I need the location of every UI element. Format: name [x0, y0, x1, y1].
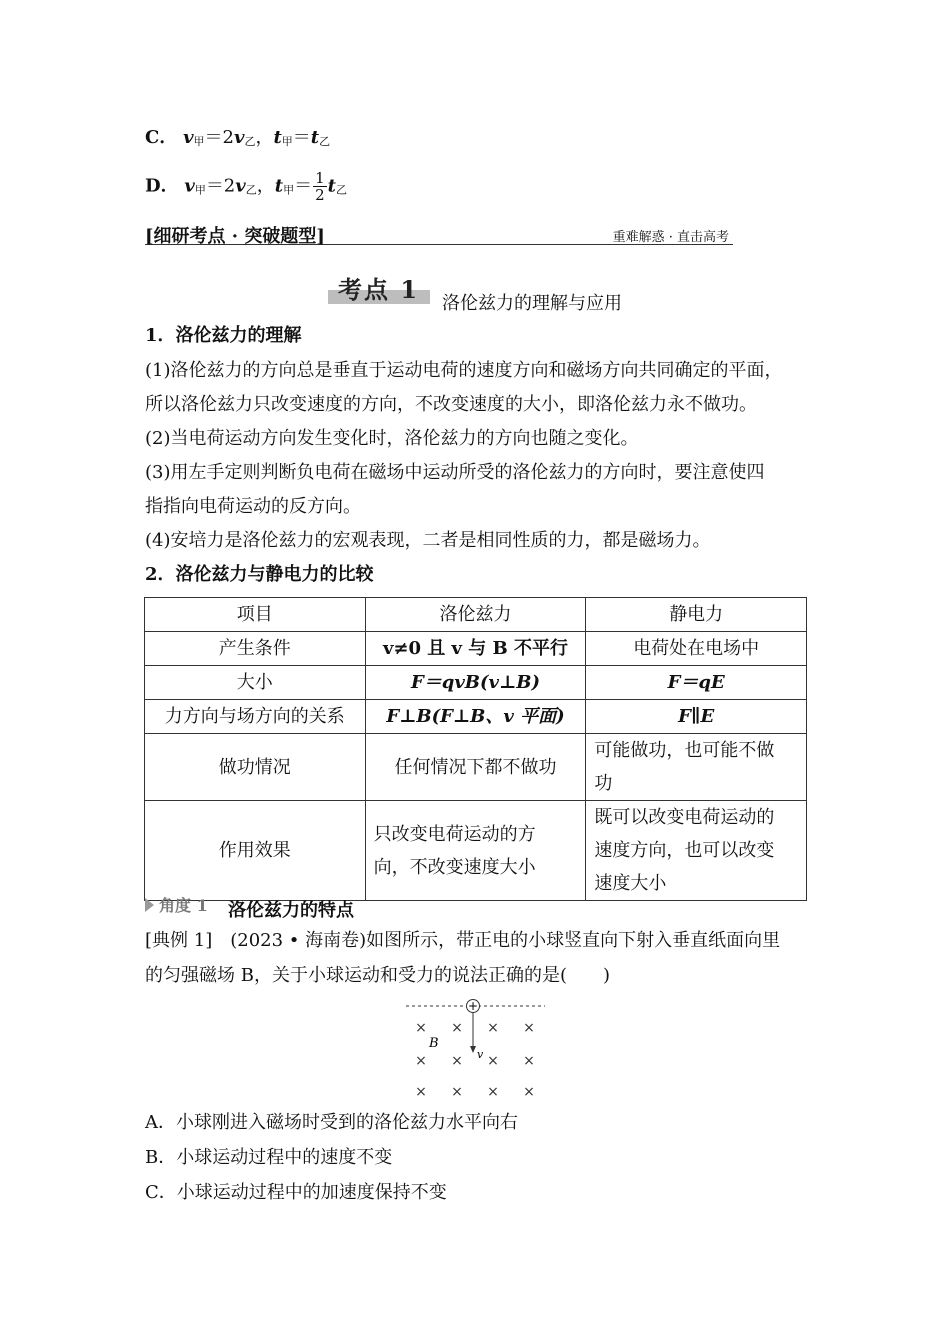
jiaodu-title: 洛伦兹力的特点 [228, 900, 354, 921]
svg-text:v: v [477, 1048, 484, 1061]
option-c-prev: C． v甲＝2v乙，t甲＝t乙 [145, 127, 331, 148]
table-row [145, 700, 807, 734]
table-cell: 电荷处在电场中 [586, 632, 807, 666]
section-subtitle: 重难解惑 · 直击高考 [612, 230, 729, 245]
table-cell: 力方向与场方向的关系 [145, 700, 366, 734]
table-cell: F⊥B(F⊥B、v 平面) [365, 700, 586, 734]
table-row [145, 801, 807, 901]
paragraph-1b: 所以洛伦兹力只改变速度的方向，不改变速度的大小，即洛伦兹力永不做功。 [145, 394, 757, 415]
option-b: B．小球运动过程中的速度不变 [145, 1147, 393, 1168]
option-d-prev: D． v甲＝2v乙，t甲＝ $\frac{1}{2}$ t乙 [145, 169, 347, 204]
svg-text:×: × [523, 1084, 535, 1100]
svg-text:×: × [415, 1053, 427, 1069]
section-title: [细研考点 · 突破题型] [145, 226, 325, 247]
table-cell: v≠0 且 v 与 B 不平行 [365, 632, 586, 666]
svg-text:×: × [451, 1053, 463, 1069]
kaodian-title: 洛伦兹力的理解与应用 [442, 293, 622, 314]
option-c: C．小球运动过程中的加速度保持不变 [145, 1182, 447, 1203]
table-row [145, 734, 807, 801]
example-line-2: 的匀强磁场 B，关于小球运动和受力的说法正确的是( ) [145, 965, 610, 986]
paragraph-3a: (3)用左手定则判断负电荷在磁场中运动所受的洛伦兹力的方向时，要注意使四 [145, 462, 765, 483]
paragraph-3b: 指指向电荷运动的反方向。 [145, 496, 361, 517]
svg-text:×: × [487, 1020, 499, 1036]
svg-text:×: × [523, 1020, 535, 1036]
table-cell: 大小 [145, 666, 366, 700]
option-a: A．小球刚进入磁场时受到的洛伦兹力水平向右 [145, 1112, 518, 1133]
table-cell: 可能做功，也可能不做 功 [586, 734, 807, 801]
document-page: C． v甲＝2v乙，t甲＝t乙 D． v甲＝2v乙，t甲＝ $\frac{1}{2}$ t乙 [细研考点 · 突破题型] 重难解惑 · 直击高考 考点 1 洛伦兹力的理解与应用 1．洛伦兹力的理解 (1)洛伦兹力的方向总是垂直于运动电荷的速度方向和磁场方向共同确定的平面， 所以洛伦兹力只改变速度的方向，不改变速度的大小，即洛伦兹力永不做功。 (2)当电荷运动方向发生变化时，洛伦兹力的方向也随之变化。 (3)用左手定则判断负电荷在磁场中运动所受的洛伦兹力的方向时，要注意使四 指指向电荷运动的反方向。 (4)安培力是洛伦兹力的宏观表现，二者是相同性质的力，都是磁场力。 2．洛伦兹力与静电力的比较 项目 洛伦兹力 静电力 产生条件 v≠0 且 v 与 B 不平行 电荷处在电场中 大小 F＝qvB(v⊥B) F＝qE 力方向与场方向的关系 F⊥B(F⊥B、v 平面) F∥E 做功情况 任何情况下都不做功 可能做功，也可能不做 功 作用效果 只改变电荷运动的方 向，不改变速度大小 既可以改变电荷运动的 速度方向，也可以改变 速度大小 角度 1 洛伦兹力的特点 [典例 1] (2023 • 海南卷)如图所示，带正电的小球竖直向下射入垂直纸面向里 的匀强磁场 B，关于小球运动和受力的说法正确的是( ) + v B × × × × × × × × × × × × A．小球刚进入磁场时受到的洛伦兹力水平向右 B．小球运动过程中的速度不变 C．小球运动过程中的加速度保持不变 [0, 0, 950, 1344]
heading-2: 2．洛伦兹力与静电力的比较 [145, 564, 374, 585]
svg-text:+: + [467, 999, 479, 1013]
table-cell: 作用效果 [145, 801, 366, 901]
kaodian-badge: 考点 1 [328, 270, 430, 306]
table-cell: F＝qvB(v⊥B) [365, 666, 586, 700]
section-header [145, 222, 733, 245]
table-header-row [145, 598, 807, 632]
table-cell: 做功情况 [145, 734, 366, 801]
paragraph-2: (2)当电荷运动方向发生变化时，洛伦兹力的方向也随之变化。 [145, 428, 639, 449]
svg-text:×: × [487, 1053, 499, 1069]
table-cell: 只改变电荷运动的方 向，不改变速度大小 [365, 801, 586, 901]
table-cell: 既可以改变电荷运动的 速度方向，也可以改变 速度大小 [586, 801, 807, 901]
paragraph-1a: (1)洛伦兹力的方向总是垂直于运动电荷的速度方向和磁场方向共同确定的平面， [145, 360, 783, 381]
magnetic-field-figure [400, 996, 550, 1104]
example-line-1: [典例 1] (2023 • 海南卷)如图所示，带正电的小球竖直向下射入垂直纸面向里 [145, 930, 781, 951]
table-cell: 洛伦兹力 [365, 598, 586, 632]
heading-1: 1．洛伦兹力的理解 [145, 325, 302, 346]
svg-text:×: × [487, 1084, 499, 1100]
table-cell: F＝qE [586, 666, 807, 700]
table-cell: 产生条件 [145, 632, 366, 666]
paragraph-4: (4)安培力是洛伦兹力的宏观表现，二者是相同性质的力，都是磁场力。 [145, 530, 711, 551]
svg-text:×: × [523, 1053, 535, 1069]
svg-text:B: B [429, 1036, 439, 1051]
table-cell: 静电力 [586, 598, 807, 632]
svg-text:×: × [415, 1020, 427, 1036]
triangle-icon [145, 898, 154, 912]
svg-text:×: × [415, 1084, 427, 1100]
svg-text:×: × [451, 1020, 463, 1036]
table-row [145, 666, 807, 700]
table-row [145, 632, 807, 666]
comparison-table [144, 597, 807, 901]
svg-text:×: × [451, 1084, 463, 1100]
fraction-one-half: $\frac{1}{2}$ [315, 169, 325, 204]
field-cross-marks [415, 1020, 535, 1100]
table-cell: F∥E [586, 700, 807, 734]
table-cell: 项目 [145, 598, 366, 632]
arrow-down-icon [470, 1046, 476, 1053]
table-cell: 任何情况下都不做功 [365, 734, 586, 801]
